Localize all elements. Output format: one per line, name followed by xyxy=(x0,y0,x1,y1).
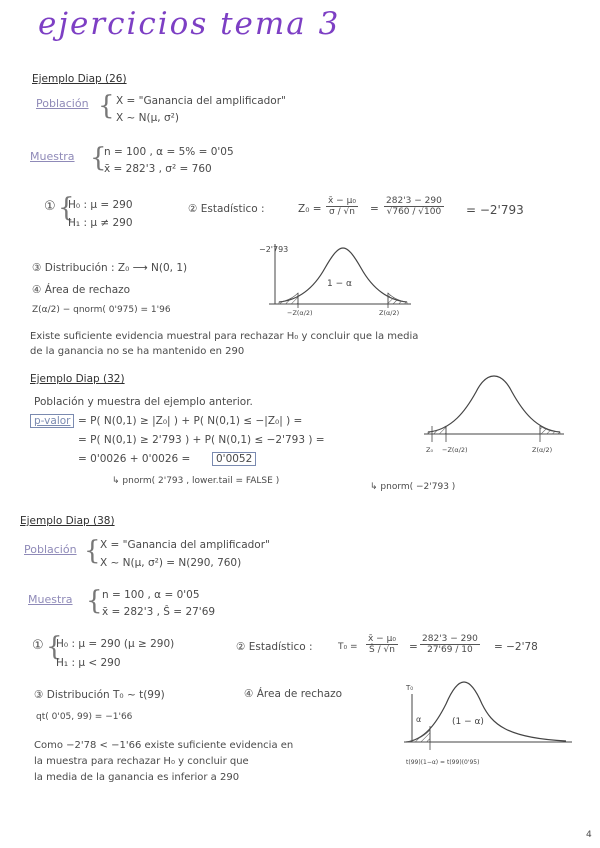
ex3-t-plot xyxy=(396,676,576,772)
ex1-heading: Ejemplo Diap (26) xyxy=(32,73,127,85)
ex1-frac1-den: σ / √n xyxy=(329,207,355,217)
ex3-frac1-den: Ŝ / √n xyxy=(369,645,395,655)
ex3-frac2 xyxy=(420,634,480,655)
ex3-h0: H₀ : μ = 290 (μ ≥ 290) xyxy=(56,638,175,650)
ex3-hyp-brace: { xyxy=(46,632,63,662)
ex2-l1: = P( N(0,1) ≥ |Z₀| ) + P( N(0,1) ≤ −|Z₀| ) = xyxy=(78,415,303,427)
ex1-muestra-brace: { xyxy=(90,143,107,173)
page-number: 4 xyxy=(586,830,592,840)
ex2-plot-pos: Z(α/2) xyxy=(532,446,553,454)
ex3-muestra-brace: { xyxy=(86,586,103,616)
ex1-frac1-num: x̄ − μ₀ xyxy=(328,196,356,206)
ex1-frac2 xyxy=(384,196,444,217)
ex3-heading: Ejemplo Diap (38) xyxy=(20,515,115,527)
ex3-muestra-label: Muestra xyxy=(28,593,73,606)
ex1-area: ④ Área de rechazo xyxy=(32,284,131,296)
ex2-l2: = P( N(0,1) ≥ 2'793 ) + P( N(0,1) ≤ −2'793 ) = xyxy=(78,434,325,446)
ex2-l3a: = 0'0026 + 0'0026 = xyxy=(78,453,191,465)
ex3-equals: = xyxy=(409,641,418,653)
ex3-pob-line2: X ~ N(μ, σ²) = N(290, 760) xyxy=(100,557,242,569)
ex1-plot-top-label: −2'793 xyxy=(259,245,289,254)
ex3-tcrit: qt( 0'05, 99) = −1'66 xyxy=(36,712,133,722)
ex2-note2: ↳ pnorm( −2'793 ) xyxy=(370,482,456,492)
ex1-equals: = xyxy=(370,203,379,215)
ex3-poblacion-label: Población xyxy=(24,543,77,556)
ex3-plot-axis: t(99)(1−α) = t(99)(0'95) xyxy=(406,759,480,766)
ex1-z0: Z₀ = xyxy=(298,203,322,215)
ex3-h1: H₁ : μ < 290 xyxy=(56,657,121,669)
ex1-frac1 xyxy=(326,196,358,217)
ex3-plot-t0: T₀ xyxy=(406,684,414,692)
ex1-frac2-den: √760 / √100 xyxy=(386,207,442,217)
ex3-estad-label: ② Estadístico : xyxy=(236,641,313,653)
ex2-line1: Población y muestra del ejemplo anterior. xyxy=(34,396,253,408)
ex1-conclusion1: Existe suficiente evidencia muestral para rechazar H₀ y concluir que la media xyxy=(30,331,419,342)
ex1-poblacion-brace: { xyxy=(98,91,115,121)
ex3-frac2-num: 282'3 − 290 xyxy=(422,634,478,644)
ex1-mue-line1: n = 100 , α = 5% = 0'05 xyxy=(104,146,234,158)
ex1-mue-line2: x̄ = 282'3 , σ² = 760 xyxy=(104,163,212,175)
ex1-pob-line1: X = "Ganancia del amplificador" xyxy=(116,95,286,107)
ex1-zcrit: Z(α/2) − qnorm( 0'975) = 1'96 xyxy=(32,305,171,315)
ex1-conclusion2: de la ganancia no se ha mantenido en 290 xyxy=(30,346,245,357)
ex3-conclusion3: la media de la ganancia es inferior a 290 xyxy=(34,772,240,783)
ex3-result: = −2'78 xyxy=(494,641,538,653)
ex1-frac2-num: 282'3 − 290 xyxy=(386,196,442,206)
ex2-note1: ↳ pnorm( 2'793 , lower.tail = FALSE ) xyxy=(112,476,280,486)
ex3-frac2-den: 27'69 / 10 xyxy=(427,645,473,655)
ex1-h1: H₁ : μ ≠ 290 xyxy=(68,217,133,229)
ex1-step1-marker: ① xyxy=(44,199,56,214)
ex3-plot-alpha: α xyxy=(416,715,422,724)
ex1-result: = −2'793 xyxy=(466,203,524,217)
ex3-area: ④ Área de rechazo xyxy=(244,688,343,700)
page-title: ejercicios tema 3 xyxy=(38,6,341,42)
ex3-poblacion-brace: { xyxy=(84,536,101,566)
ex3-step1-marker: ① xyxy=(32,638,44,653)
ex1-plot-neg: −Z(α/2) xyxy=(287,309,313,316)
ex1-plot-pos: Z(α/2) xyxy=(379,309,400,316)
ex2-plot-curve xyxy=(428,376,560,432)
ex2-heading: Ejemplo Diap (32) xyxy=(30,373,125,385)
ex1-estad-label: ② Estadístico : xyxy=(188,203,265,215)
ex3-plot-center: (1 − α) xyxy=(452,717,484,727)
ex1-h0: H₀ : μ = 290 xyxy=(68,199,133,211)
ex2-plot-neg: −Z(α/2) xyxy=(442,446,468,454)
ex3-conclusion2: la muestra para rechazar H₀ y concluir que xyxy=(34,756,249,767)
ex3-pob-line1: X = "Ganancia del amplificador" xyxy=(100,539,270,551)
ex1-pob-line2: X ~ N(μ, σ²) xyxy=(116,112,179,124)
ex1-muestra-label: Muestra xyxy=(30,150,75,163)
ex1-plot-left-tail xyxy=(279,293,298,304)
ex2-l3b: 0'0052 xyxy=(212,452,256,466)
ex2-normal-plot xyxy=(418,370,568,468)
ex3-conclusion1: Como −2'78 < −1'66 existe suficiente evidencia en xyxy=(34,740,294,751)
ex3-t0: T₀ = xyxy=(338,642,358,652)
ex3-mue-line2: x̄ = 282'3 , Ŝ = 27'69 xyxy=(102,606,216,618)
ex1-plot-right-tail xyxy=(388,293,407,304)
ex3-frac1-num: x̄ − μ₀ xyxy=(368,634,396,644)
ex2-pvalor-label: p-valor xyxy=(30,414,74,428)
ex1-plot-center: 1 − α xyxy=(327,279,352,289)
ex2-plot-z0: Z₀ xyxy=(426,446,434,454)
ex3-mue-line1: n = 100 , α = 0'05 xyxy=(102,589,200,601)
ex1-normal-plot xyxy=(255,238,415,316)
ex3-frac1 xyxy=(366,634,398,655)
ex1-distribucion: ③ Distribución : Z₀ ⟶ N(0, 1) xyxy=(32,262,188,274)
ex1-poblacion-label: Población xyxy=(36,97,89,110)
ex3-distribucion: ③ Distribución T₀ ~ t(99) xyxy=(34,689,165,701)
ex1-hyp-brace: { xyxy=(58,193,75,223)
